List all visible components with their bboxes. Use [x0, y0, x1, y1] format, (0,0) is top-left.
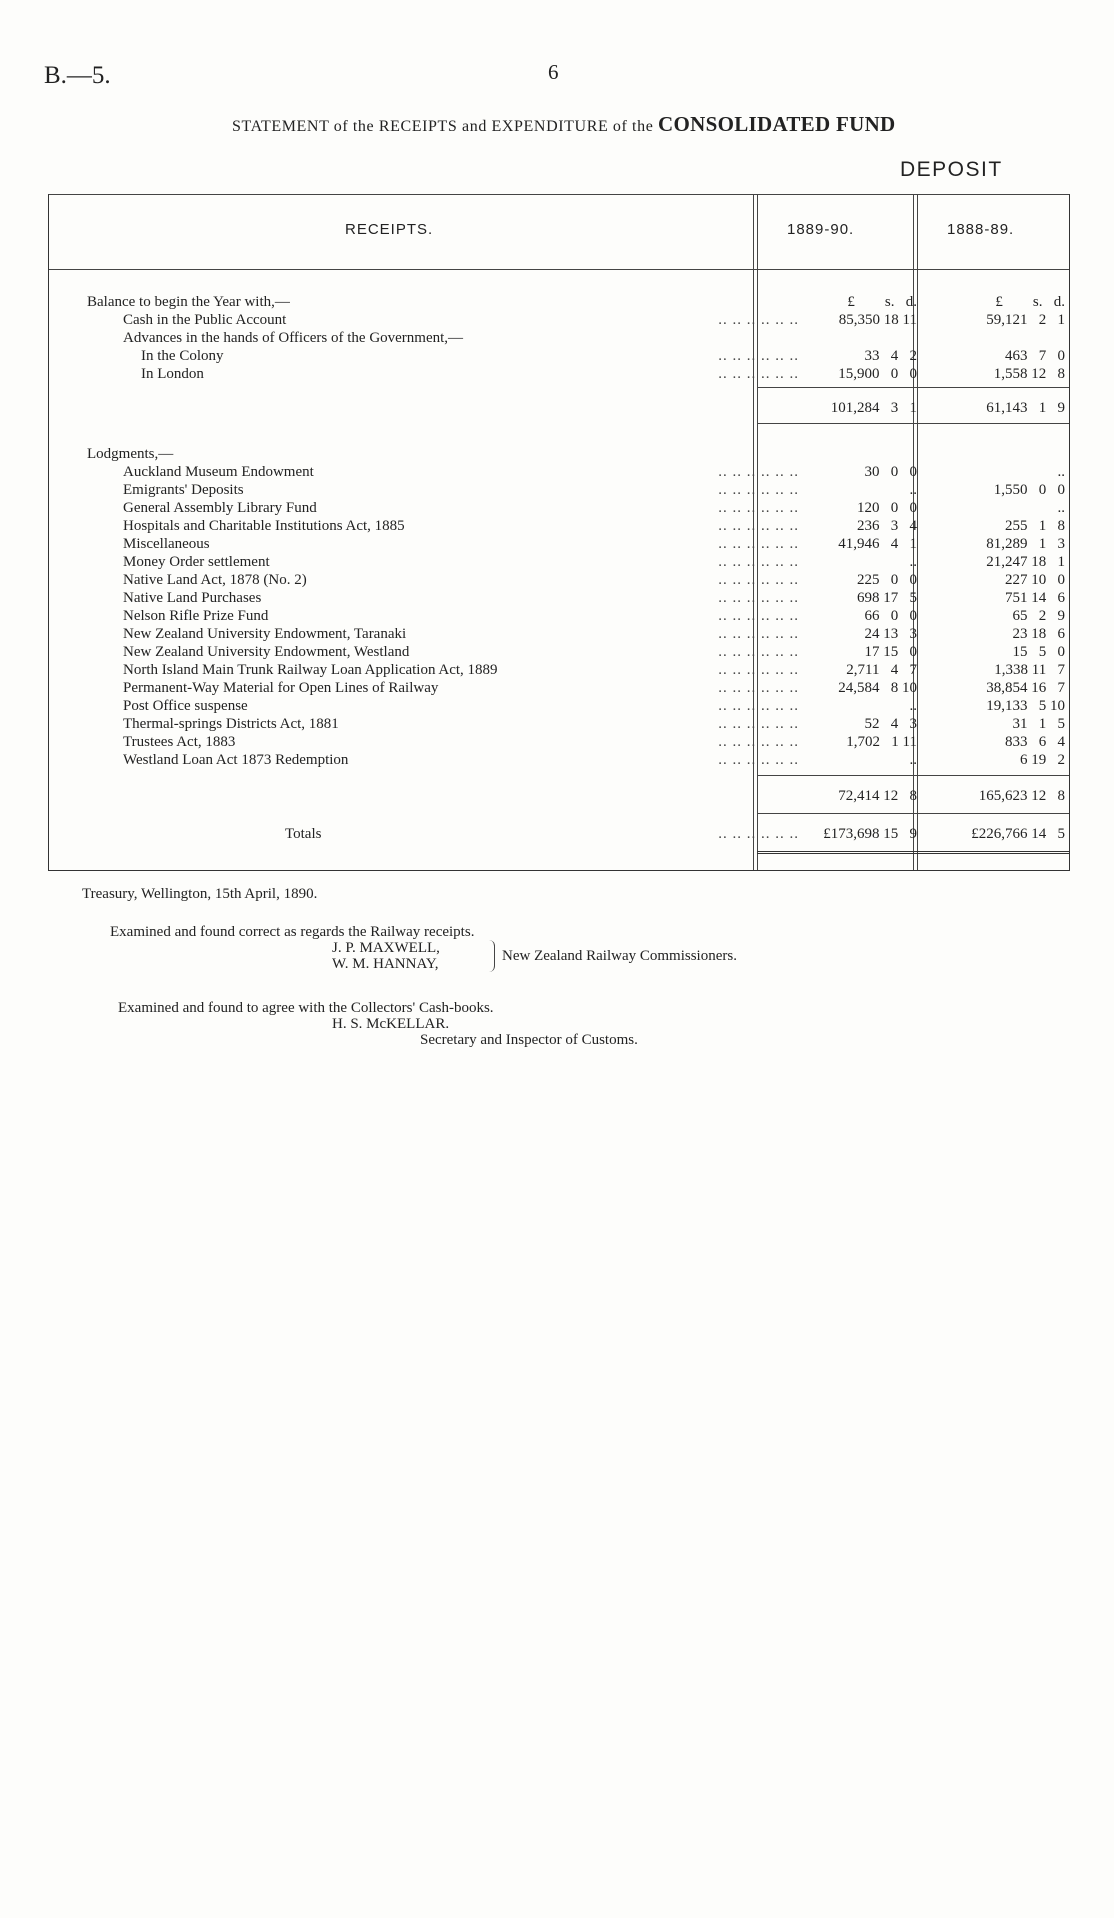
- value-1888: 463 7 0: [1005, 348, 1065, 364]
- value-1888: 23 18 6: [1012, 626, 1065, 642]
- row-label: In London: [141, 366, 204, 382]
- lodgments-subtotal-row: [49, 787, 1069, 805]
- col-1889-header: 1889-90.: [787, 221, 855, 238]
- value-1888: 15 5 0: [1012, 644, 1065, 660]
- value-1889: 225 0 0: [857, 572, 917, 588]
- leader-dots: .. .. .. .. .. ..: [718, 626, 799, 642]
- value-1889: 30 0 0: [864, 464, 917, 480]
- value-1889: 2,711 4 7: [846, 662, 917, 678]
- row-label: In the Colony: [141, 348, 224, 364]
- leader-dots: .. .. .. .. .. ..: [718, 698, 799, 714]
- leader-dots: .. .. .. .. .. ..: [718, 590, 799, 606]
- value-1888: 227 10 0: [1005, 572, 1065, 588]
- value-1888: ..: [1057, 464, 1065, 480]
- value-1888: 81,289 1 3: [986, 536, 1065, 552]
- leader-dots: .. .. .. .. .. ..: [718, 662, 799, 678]
- units-1889: £ s. d.: [847, 294, 917, 310]
- row-label: Miscellaneous: [123, 536, 210, 552]
- value-1889: 33 4 2: [864, 348, 917, 364]
- value-1888: 1,550 0 0: [993, 482, 1065, 498]
- row-label: Trustees Act, 1883: [123, 734, 236, 750]
- value-1889: ..: [909, 554, 917, 570]
- totals-label: Totals: [285, 826, 322, 842]
- subtotal-1888: 165,623 12 8: [978, 788, 1065, 804]
- row-label: Cash in the Public Account: [123, 312, 287, 328]
- row-label: North Island Main Trunk Railway Loan Application Act, 1889: [123, 662, 498, 678]
- table-row: [49, 643, 1069, 661]
- row-label: Hospitals and Charitable Institutions Act, 1885: [123, 518, 405, 534]
- value-1889: 120 0 0: [857, 500, 917, 516]
- leader-dots: .. .. .. .. .. ..: [718, 482, 799, 498]
- leader-dots: .. .. .. .. .. ..: [718, 500, 799, 516]
- customs-examination: Examined and found to agree with the Collectors' Cash-books.: [118, 1000, 494, 1016]
- value-1888: ..: [1057, 500, 1065, 516]
- row-label: Emigrants' Deposits: [123, 482, 244, 498]
- row-label: Nelson Rifle Prize Fund: [123, 608, 269, 624]
- leader-dots: .. .. .. .. .. ..: [718, 608, 799, 624]
- row-label: Native Land Purchases: [123, 590, 262, 606]
- leader-dots: .. .. .. .. .. ..: [718, 734, 799, 750]
- row-label: Money Order settlement: [123, 554, 270, 570]
- col-receipts-header: RECEIPTS.: [345, 221, 434, 238]
- value-1889: 24,584 8 10: [838, 680, 917, 696]
- leader-dots: .. .. .. .. .. ..: [718, 312, 799, 328]
- signature-maxwell: J. P. MAXWELL,: [332, 940, 440, 956]
- page-title: [232, 112, 896, 137]
- balance-subtotal-row: [49, 399, 1069, 417]
- leader-dots: .. .. .. .. .. ..: [718, 716, 799, 732]
- table-row: [49, 571, 1069, 589]
- value-1888: 59,121 2 1: [986, 312, 1065, 328]
- value-1888: 6 19 2: [1020, 752, 1065, 768]
- table-row: [49, 733, 1069, 751]
- row-label: General Assembly Library Fund: [123, 500, 317, 516]
- row-label: Westland Loan Act 1873 Redemption: [123, 752, 349, 768]
- table-row: [49, 329, 1069, 347]
- leader-dots: .. .. .. .. .. ..: [718, 572, 799, 588]
- subtotal-1888: 61,143 1 9: [986, 400, 1065, 416]
- value-1888: 833 6 4: [1005, 734, 1065, 750]
- value-1889: 15,900 0 0: [838, 366, 917, 382]
- leader-dots: .. .. .. .. .. ..: [718, 518, 799, 534]
- leader-dots: .. .. .. .. .. ..: [718, 464, 799, 480]
- row-label: Advances in the hands of Officers of the Government,—: [123, 330, 464, 346]
- value-1889: ..: [909, 752, 917, 768]
- signature-hannay: W. M. HANNAY,: [332, 956, 439, 972]
- title-bold: CONSOLIDATED FUND: [658, 112, 896, 136]
- table-row: [49, 499, 1069, 517]
- value-1889: 1,702 1 11: [846, 734, 917, 750]
- railway-examination: Examined and found correct as regards the Railway receipts.: [110, 924, 475, 940]
- value-1889: 17 15 0: [864, 644, 917, 660]
- table-row: [49, 607, 1069, 625]
- subtotal-1889: 101,284 3 1: [830, 400, 917, 416]
- value-1889: 66 0 0: [864, 608, 917, 624]
- table-row: [49, 751, 1069, 769]
- table-row: [49, 589, 1069, 607]
- lodgments-heading: Lodgments,—: [87, 446, 174, 462]
- value-1889: 698 17 5: [857, 590, 917, 606]
- page-number: 6: [548, 60, 559, 84]
- value-1889: 41,946 4 1: [838, 536, 917, 552]
- table-row: [49, 481, 1069, 499]
- table-row: [49, 715, 1069, 733]
- row-label: New Zealand University Endowment, Taranaki: [123, 626, 407, 642]
- balance-heading: Balance to begin the Year with,—: [87, 294, 290, 310]
- commissioners-title: New Zealand Railway Commissioners.: [502, 948, 737, 964]
- subtotal-rule-bottom: [757, 423, 1069, 424]
- value-1888: 38,854 16 7: [986, 680, 1065, 696]
- col-1888-header: 1888-89.: [947, 221, 1015, 238]
- units-row: [49, 293, 1069, 311]
- value-1888: 65 2 9: [1012, 608, 1065, 624]
- table-row: [49, 697, 1069, 715]
- value-1888: 1,338 11 7: [994, 662, 1065, 678]
- table-row: [49, 311, 1069, 329]
- table-row: [49, 553, 1069, 571]
- subtotal-1889: 72,414 12 8: [838, 788, 917, 804]
- title-prefix: STATEMENT of the RECEIPTS and EXPENDITURE of the: [232, 118, 654, 135]
- row-label: Post Office suspense: [123, 698, 248, 714]
- value-1889: ..: [909, 698, 917, 714]
- total-1889: £173,698 15 9: [823, 826, 917, 842]
- leader-dots: .. .. .. .. .. ..: [718, 752, 799, 768]
- signature-mckellar: H. S. McKELLAR.: [332, 1016, 450, 1032]
- value-1889: 24 13 3: [864, 626, 917, 642]
- value-1888: 19,133 5 10: [986, 698, 1065, 714]
- value-1888: 31 1 5: [1012, 716, 1065, 732]
- table-row: [49, 625, 1069, 643]
- lodgments-rule: [757, 775, 1069, 776]
- row-label: Native Land Act, 1878 (No. 2): [123, 572, 307, 588]
- totals-row: [49, 825, 1069, 843]
- total-1888: £226,766 14 5: [971, 826, 1065, 842]
- brace-icon: [486, 940, 495, 972]
- value-1889: 52 4 3: [864, 716, 917, 732]
- mckellar-title: Secretary and Inspector of Customs.: [420, 1032, 638, 1048]
- row-label: Auckland Museum Endowment: [123, 464, 314, 480]
- receipts-table: [48, 194, 1070, 871]
- table-row: [49, 347, 1069, 365]
- table-row: [49, 679, 1069, 697]
- document-reference: B.—5.: [44, 62, 111, 89]
- table-row: [49, 535, 1069, 553]
- treasury-date: Treasury, Wellington, 15th April, 1890.: [82, 886, 318, 902]
- leader-dots: .. .. .. .. .. ..: [718, 644, 799, 660]
- leader-dots: .. .. .. .. .. ..: [718, 826, 799, 842]
- row-label: New Zealand University Endowment, Westland: [123, 644, 410, 660]
- leader-dots: .. .. .. .. .. ..: [718, 536, 799, 552]
- leader-dots: .. .. .. .. .. ..: [718, 366, 799, 382]
- totals-rule: [757, 813, 1069, 814]
- value-1888: 1,558 12 8: [993, 366, 1065, 382]
- table-row: [49, 463, 1069, 481]
- value-1889: ..: [909, 482, 917, 498]
- leader-dots: .. .. .. .. .. ..: [718, 348, 799, 364]
- table-row: [49, 517, 1069, 535]
- value-1888: 255 1 8: [1005, 518, 1065, 534]
- value-1888: 751 14 6: [1005, 590, 1065, 606]
- row-label: Permanent-Way Material for Open Lines of Railway: [123, 680, 439, 696]
- subtotal-rule: [757, 387, 1069, 388]
- table-row: [49, 365, 1069, 383]
- lodgments-heading-row: [49, 445, 1069, 463]
- header-rule: [49, 269, 1069, 270]
- section-subtitle: DEPOSIT: [900, 158, 1003, 181]
- leader-dots: .. .. .. .. .. ..: [718, 680, 799, 696]
- row-label: Thermal-springs Districts Act, 1881: [123, 716, 339, 732]
- units-1888: £ s. d.: [995, 294, 1065, 310]
- value-1888: 21,247 18 1: [986, 554, 1065, 570]
- table-row: [49, 661, 1069, 679]
- value-1889: 85,350 18 11: [838, 312, 917, 328]
- value-1889: 236 3 4: [857, 518, 917, 534]
- totals-double-rule: [757, 851, 1069, 854]
- leader-dots: .. .. .. .. .. ..: [718, 554, 799, 570]
